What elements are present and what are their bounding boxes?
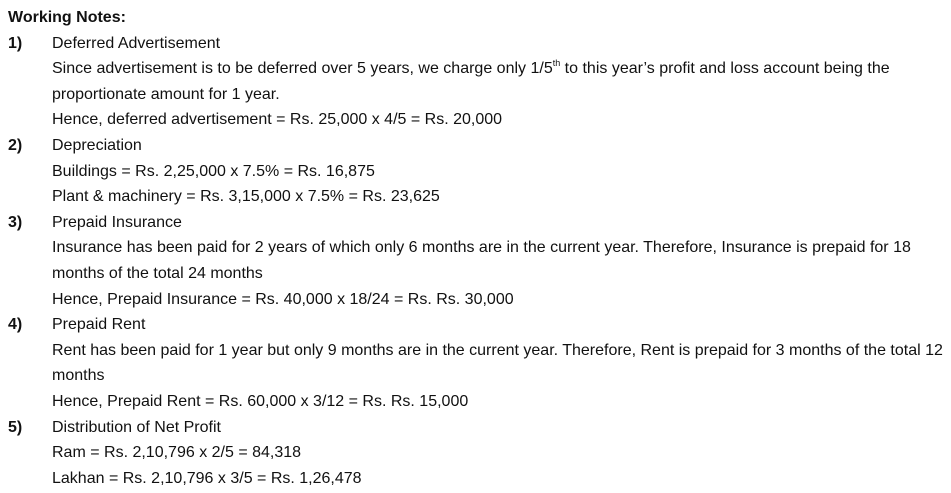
note-2-number: 2) [8,136,23,154]
note-4-calc: Hence, Prepaid Rent = Rs. 60,000 x 3/12 = Rs. Rs. 15,000 [52,392,469,410]
note-4 [8,312,943,414]
note-1-explanation-sup: th [552,57,561,68]
working-notes-heading: Working Notes: [8,9,126,26]
note-1-body [52,31,943,133]
note-2-calc-1: Buildings = Rs. 2,25,000 x 7.5% = Rs. 16,875 [52,162,375,180]
note-4-body [52,312,943,414]
note-5-calc-1: Ram = Rs. 2,10,796 x 2/5 = 84,318 [52,444,302,462]
note-5-title: Distribution of Net Profit [52,418,221,436]
note-1-number: 1) [8,34,23,52]
note-2-body [52,133,943,210]
note-1-explanation-pre: Since advertisement is to be deferred over 5 years, we charge only 1/5 [52,60,553,78]
note-3-body [52,210,943,312]
note-1-title: Deferred Advertisement [52,34,221,52]
note-5-number: 5) [8,418,23,436]
note-1-calc: Hence, deferred advertisement = Rs. 25,000 x 4/5 = Rs. 20,000 [52,111,503,129]
note-3-title: Prepaid Insurance [52,213,182,231]
note-3-calc: Hence, Prepaid Insurance = Rs. 40,000 x 18/24 = Rs. Rs. 30,000 [52,290,514,308]
note-3 [8,210,943,312]
note-4-title: Prepaid Rent [52,316,146,334]
note-2-calc-2: Plant & machinery = Rs. 3,15,000 x 7.5% = Rs. 23,625 [52,188,440,206]
note-3-number: 3) [8,213,23,231]
note-5-body [52,415,943,492]
note-1-explanation-post: to this year’s profit and loss account being the proportionate amount for 1 year. [52,60,890,103]
note-4-explanation: Rent has been paid for 1 year but only 9 months are in the current year. Therefore, Rent is prepaid for 3 months of the total 12 months [52,341,943,385]
note-2-title: Depreciation [52,136,142,154]
note-5-calc-2: Lakhan = Rs. 2,10,796 x 3/5 = Rs. 1,26,478 [52,469,362,487]
note-1 [8,31,943,133]
note-2 [8,133,943,210]
note-3-explanation: Insurance has been paid for 2 years of which only 6 months are in the current year. Therefore, Insurance is prepaid for 18 months of the total 24 months [52,239,911,282]
note-1-explanation [52,56,943,107]
note-5 [8,415,943,492]
note-4-number: 4) [8,316,23,334]
